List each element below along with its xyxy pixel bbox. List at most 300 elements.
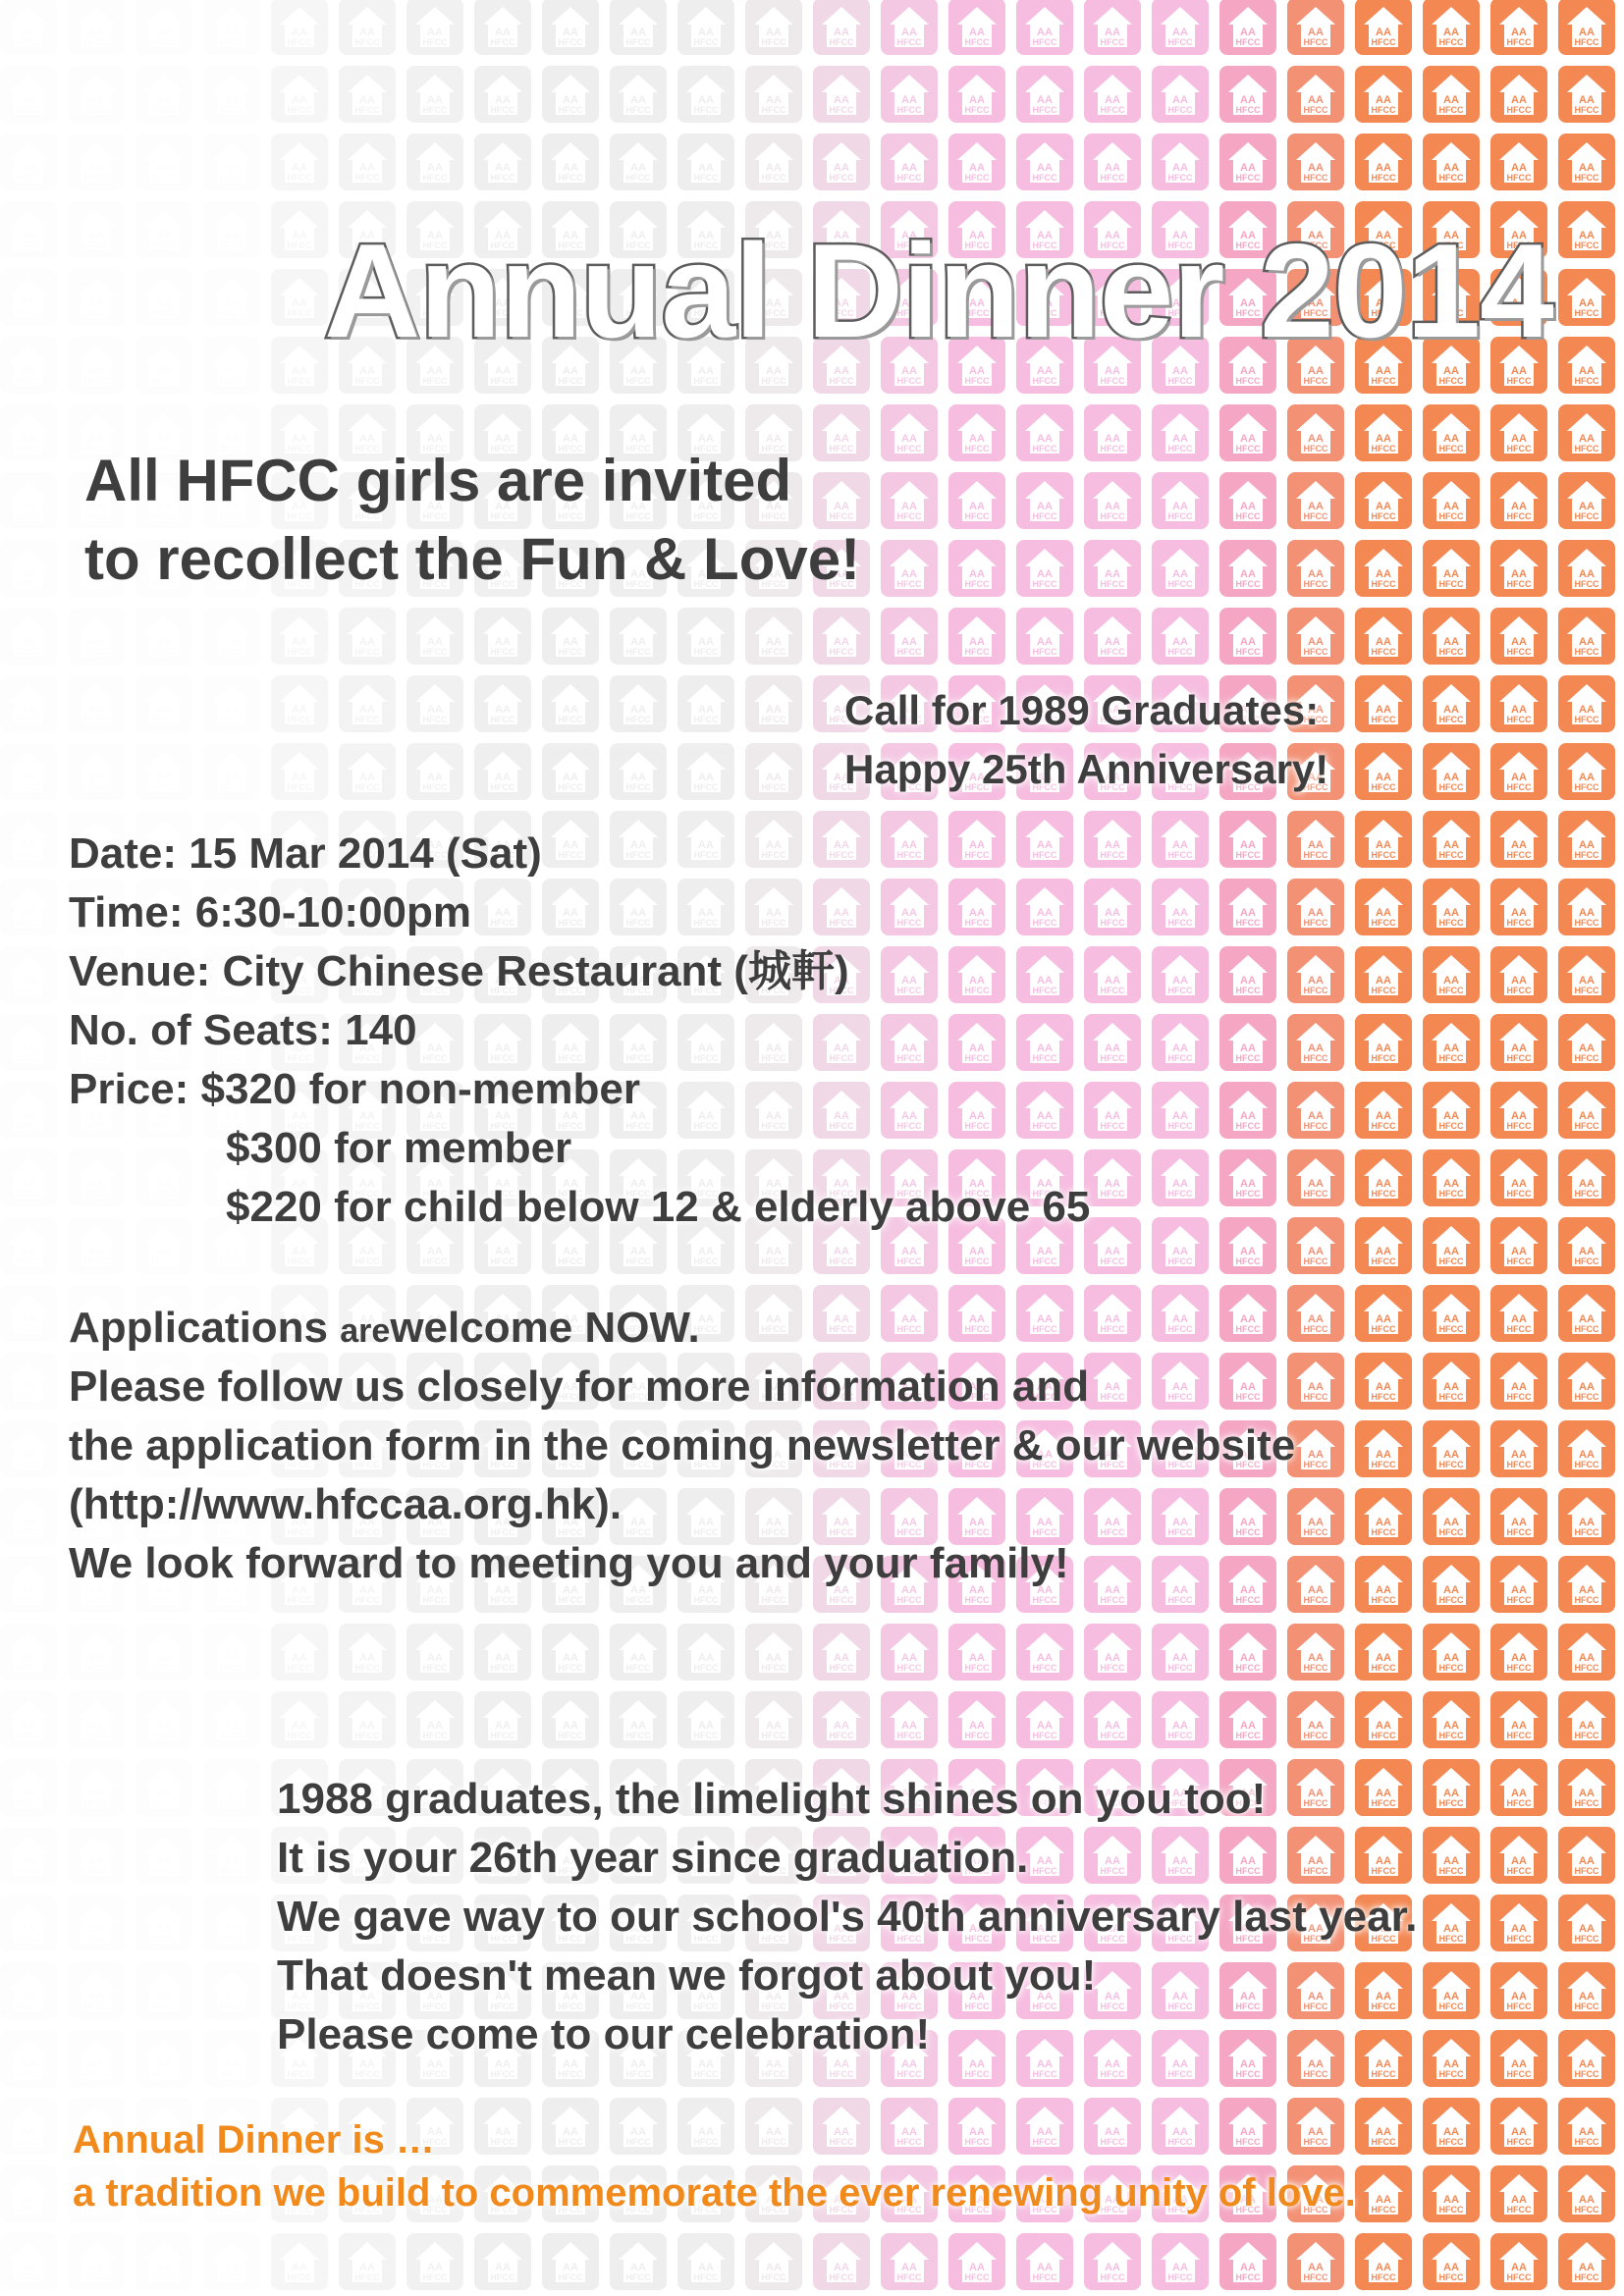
house-logo-icon (1423, 404, 1480, 461)
house-logo-icon (677, 608, 734, 665)
house-logo-icon (135, 1962, 192, 2019)
house-logo-icon (135, 1691, 192, 1748)
house-logo-icon (1558, 1624, 1615, 1681)
house-logo-icon (948, 946, 1005, 1003)
house-logo-icon (0, 133, 57, 190)
house-logo-icon (0, 1149, 57, 1206)
house-logo-icon (68, 1624, 125, 1681)
house-logo-icon (406, 1691, 463, 1748)
house-logo-icon (1152, 946, 1209, 1003)
event-date: Date: 15 Mar 2014 (Sat) (69, 829, 542, 878)
house-logo-icon (1219, 1353, 1276, 1410)
house-logo-icon (0, 811, 57, 868)
house-logo-icon (1016, 2233, 1073, 2290)
house-logo-icon (1558, 1759, 1615, 1816)
house-logo-icon (677, 879, 734, 935)
house-logo-icon (1355, 1149, 1412, 1206)
house-logo-icon (881, 879, 938, 935)
call-1989-line-2: Happy 25th Anniversary! (844, 746, 1329, 792)
house-logo-icon (68, 133, 125, 190)
house-logo-icon (881, 0, 938, 55)
house-logo-icon (813, 811, 870, 868)
price-member: $300 for member (226, 1124, 572, 1172)
house-logo-icon (1016, 404, 1073, 461)
house-logo-icon (1219, 540, 1276, 597)
house-logo-icon (1490, 1759, 1547, 1816)
house-logo-icon (1355, 404, 1412, 461)
house-logo-icon (135, 2233, 192, 2290)
house-logo-icon (1287, 1691, 1344, 1748)
house-logo-icon (610, 1014, 667, 1071)
house-logo-icon (1287, 1285, 1344, 1342)
house-logo-icon (1152, 1624, 1209, 1681)
house-logo-icon (1490, 1895, 1547, 1951)
house-logo-icon (1084, 608, 1141, 665)
house-logo-icon (1423, 1895, 1480, 1951)
house-logo-icon (1287, 1759, 1344, 1816)
house-logo-icon (203, 1759, 260, 1816)
house-logo-icon (881, 66, 938, 123)
house-logo-icon (610, 1624, 667, 1681)
house-logo-icon (1287, 0, 1344, 55)
house-logo-icon (1558, 269, 1615, 326)
house-logo-icon (1490, 1488, 1547, 1545)
house-logo-icon (135, 1217, 192, 1274)
house-logo-icon (1084, 540, 1141, 597)
house-logo-icon (1355, 1014, 1412, 1071)
house-logo-icon (135, 743, 192, 800)
house-logo-icon (1016, 1285, 1073, 1342)
house-logo-icon (1084, 66, 1141, 123)
house-logo-icon (203, 1895, 260, 1951)
house-logo-icon (1084, 1217, 1141, 1274)
house-logo-icon (881, 1014, 938, 1071)
house-logo-icon (1423, 1556, 1480, 1613)
house-logo-icon (0, 2030, 57, 2087)
house-logo-icon (745, 1082, 802, 1139)
note-1988-line-1: 1988 graduates, the limelight shines on you too! (277, 1775, 1267, 1823)
house-logo-icon (203, 743, 260, 800)
house-logo-icon (1355, 608, 1412, 665)
house-logo-icon (1219, 2233, 1276, 2290)
house-logo-icon (339, 1691, 396, 1748)
house-logo-icon (1152, 472, 1209, 529)
house-logo-icon (135, 675, 192, 732)
house-logo-icon (1558, 2030, 1615, 2087)
house-logo-icon (1219, 946, 1276, 1003)
house-logo-icon (1558, 1827, 1615, 1884)
house-logo-icon (339, 133, 396, 190)
house-logo-icon (0, 1895, 57, 1951)
house-logo-icon (0, 1285, 57, 1342)
house-logo-icon (948, 1624, 1005, 1681)
house-logo-icon (1152, 133, 1209, 190)
house-logo-icon (1219, 1556, 1276, 1613)
house-logo-icon (0, 0, 57, 55)
house-logo-icon (474, 0, 531, 55)
house-logo-icon (203, 0, 260, 55)
house-logo-icon (1016, 811, 1073, 868)
house-logo-icon (1490, 811, 1547, 868)
house-logo-icon (474, 743, 531, 800)
house-logo-icon (1287, 1827, 1344, 1884)
house-logo-icon (474, 608, 531, 665)
house-logo-icon (68, 743, 125, 800)
house-logo-icon (881, 1691, 938, 1748)
house-logo-icon (1287, 404, 1344, 461)
house-logo-icon (474, 1014, 531, 1071)
house-logo-icon (677, 0, 734, 55)
house-logo-icon (1355, 675, 1412, 732)
house-logo-icon (542, 133, 599, 190)
application-line-1 (69, 1304, 700, 1353)
house-logo-icon (0, 1962, 57, 2019)
house-logo-icon (1287, 946, 1344, 1003)
house-logo-icon (1490, 1217, 1547, 1274)
house-logo-icon (1558, 133, 1615, 190)
house-logo-icon (1423, 946, 1480, 1003)
application-line-3: the application form in the coming newsletter & our website (69, 1421, 1296, 1469)
house-logo-icon (745, 743, 802, 800)
house-logo-icon (135, 1895, 192, 1951)
house-logo-icon (271, 1691, 328, 1748)
house-logo-icon (1423, 133, 1480, 190)
house-logo-icon (1355, 946, 1412, 1003)
house-logo-icon (1016, 540, 1073, 597)
house-logo-icon (1558, 1285, 1615, 1342)
house-logo-icon (813, 472, 870, 529)
house-logo-icon (1016, 133, 1073, 190)
house-logo-icon (1490, 1624, 1547, 1681)
house-logo-icon (135, 337, 192, 394)
house-logo-icon (542, 1691, 599, 1748)
house-logo-icon (1084, 1285, 1141, 1342)
house-logo-icon (0, 472, 57, 529)
house-logo-icon (1219, 404, 1276, 461)
house-logo-icon (68, 1149, 125, 1206)
house-logo-icon (1558, 1962, 1615, 2019)
house-logo-icon (542, 879, 599, 935)
application-word-are: are (340, 1312, 391, 1350)
house-logo-icon (677, 2098, 734, 2155)
call-1989-line-1: Call for 1989 Graduates: (844, 687, 1320, 733)
house-logo-icon (1287, 540, 1344, 597)
house-logo-icon (1490, 1082, 1547, 1139)
house-logo-icon (1219, 1691, 1276, 1748)
house-logo-icon (1558, 1149, 1615, 1206)
house-logo-icon (542, 66, 599, 123)
house-logo-icon (135, 1624, 192, 1681)
house-logo-icon (813, 1624, 870, 1681)
house-logo-icon (0, 608, 57, 665)
house-logo-icon (881, 1488, 938, 1545)
house-logo-icon (1490, 1691, 1547, 1748)
house-logo-icon (271, 1624, 328, 1681)
house-logo-icon (135, 133, 192, 190)
house-logo-icon (745, 2098, 802, 2155)
house-logo-icon (1558, 1082, 1615, 1139)
house-logo-icon (948, 133, 1005, 190)
house-logo-icon (1287, 1217, 1344, 1274)
house-logo-icon (610, 608, 667, 665)
house-logo-icon (881, 2233, 938, 2290)
house-logo-icon (68, 1895, 125, 1951)
house-logo-icon (1287, 1962, 1344, 2019)
house-logo-icon (1016, 1488, 1073, 1545)
house-logo-icon (1152, 404, 1209, 461)
house-logo-icon (1084, 1827, 1141, 1884)
house-logo-icon (1490, 946, 1547, 1003)
tradition-line-2: a tradition we build to commemorate the ever renewing unity of love. (73, 2171, 1356, 2215)
house-logo-icon (1355, 2165, 1412, 2222)
house-logo-icon (813, 1285, 870, 1342)
house-logo-icon (0, 1827, 57, 1884)
house-logo-icon (0, 1082, 57, 1139)
house-logo-icon (1152, 1353, 1209, 1410)
house-logo-icon (1152, 1149, 1209, 1206)
house-logo-icon (1219, 2098, 1276, 2155)
house-logo-icon (745, 0, 802, 55)
house-logo-icon (1490, 1353, 1547, 1410)
house-logo-icon (271, 133, 328, 190)
house-logo-icon (1490, 879, 1547, 935)
house-logo-icon (0, 2165, 57, 2222)
tradition-line-1: Annual Dinner is … (73, 2118, 435, 2162)
house-logo-icon (1558, 879, 1615, 935)
house-logo-icon (1152, 1962, 1209, 2019)
house-logo-icon (1355, 811, 1412, 868)
house-logo-icon (474, 1624, 531, 1681)
note-1988-line-3: We gave way to our school's 40th anniversary last year. (277, 1893, 1418, 1941)
house-logo-icon (1287, 608, 1344, 665)
house-logo-icon (203, 1827, 260, 1884)
house-logo-icon (610, 133, 667, 190)
house-logo-icon (1287, 1420, 1344, 1477)
house-logo-icon (677, 1082, 734, 1139)
house-logo-icon (474, 2233, 531, 2290)
price-non-member: Price: $320 for non-member (69, 1065, 640, 1113)
house-logo-icon (1219, 66, 1276, 123)
house-logo-icon (1423, 1827, 1480, 1884)
house-logo-icon (813, 2233, 870, 2290)
house-logo-icon (1355, 66, 1412, 123)
house-logo-icon (406, 2233, 463, 2290)
house-logo-icon (881, 133, 938, 190)
house-logo-icon (406, 743, 463, 800)
house-logo-icon (542, 675, 599, 732)
house-logo-icon (1423, 1353, 1480, 1410)
note-1988-line-4: That doesn't mean we forgot about you! (277, 1951, 1097, 2000)
house-logo-icon (610, 66, 667, 123)
house-logo-icon (1219, 133, 1276, 190)
house-logo-icon (1423, 2030, 1480, 2087)
house-logo-icon (948, 879, 1005, 935)
house-logo-icon (1423, 1624, 1480, 1681)
house-logo-icon (1084, 879, 1141, 935)
house-logo-icon (1084, 0, 1141, 55)
house-logo-icon (1490, 1285, 1547, 1342)
house-logo-icon (0, 2233, 57, 2290)
house-logo-icon (1558, 337, 1615, 394)
house-logo-icon (474, 133, 531, 190)
house-logo-icon (1219, 608, 1276, 665)
house-logo-icon (948, 2030, 1005, 2087)
house-logo-icon (1558, 1488, 1615, 1545)
house-logo-icon (1355, 2030, 1412, 2087)
house-logo-icon (1423, 1014, 1480, 1071)
house-logo-icon (1084, 1353, 1141, 1410)
house-logo-icon (813, 404, 870, 461)
house-logo-icon (68, 269, 125, 326)
house-logo-icon (881, 472, 938, 529)
house-logo-icon (1287, 1353, 1344, 1410)
house-logo-icon (271, 675, 328, 732)
house-logo-icon (610, 743, 667, 800)
house-logo-icon (1152, 1691, 1209, 1748)
house-logo-icon (0, 879, 57, 935)
house-logo-icon (677, 1014, 734, 1071)
event-venue: Venue: City Chinese Restaurant (城軒) (69, 947, 849, 995)
house-logo-icon (881, 811, 938, 868)
house-logo-icon (0, 66, 57, 123)
house-logo-icon (1287, 2233, 1344, 2290)
house-logo-icon (542, 2233, 599, 2290)
house-logo-icon (339, 66, 396, 123)
house-logo-icon (677, 66, 734, 123)
house-logo-icon (1016, 1082, 1073, 1139)
house-logo-icon (0, 1353, 57, 1410)
house-logo-icon (1423, 66, 1480, 123)
house-logo-icon (406, 0, 463, 55)
house-logo-icon (1423, 811, 1480, 868)
house-logo-icon (1423, 1759, 1480, 1816)
house-logo-icon (1219, 1149, 1276, 1206)
note-1988-line-2: It is your 26th year since graduation. (277, 1834, 1029, 1882)
house-logo-icon (1219, 811, 1276, 868)
house-logo-icon (1558, 1420, 1615, 1477)
house-logo-icon (1490, 2030, 1547, 2087)
house-logo-icon (1287, 2098, 1344, 2155)
house-logo-icon (1490, 472, 1547, 529)
house-logo-tile-pattern: AA HFCC (0, 0, 1624, 2296)
house-logo-icon (948, 404, 1005, 461)
house-logo-icon (542, 0, 599, 55)
house-logo-icon (1490, 743, 1547, 800)
house-logo-icon (1016, 608, 1073, 665)
house-logo-icon (203, 1691, 260, 1748)
house-logo-icon (1423, 2165, 1480, 2222)
house-logo-icon (542, 1624, 599, 1681)
house-logo-icon (745, 675, 802, 732)
house-logo-icon (68, 1217, 125, 1274)
house-logo-icon (1219, 0, 1276, 55)
house-logo-icon (1490, 2098, 1547, 2155)
house-logo-icon (339, 1624, 396, 1681)
tagline-line-2: to recollect the Fun & Love! (84, 526, 861, 592)
house-logo-icon (1490, 1149, 1547, 1206)
house-logo-icon (339, 675, 396, 732)
house-logo-icon (1558, 472, 1615, 529)
house-logo-icon (1084, 1488, 1141, 1545)
house-logo-icon (271, 0, 328, 55)
house-logo-icon (68, 608, 125, 665)
house-logo-icon (1219, 1962, 1276, 2019)
house-logo-icon (1558, 608, 1615, 665)
house-logo-icon (881, 608, 938, 665)
house-logo-icon (474, 1691, 531, 1748)
house-logo-icon (406, 133, 463, 190)
house-logo-icon (1355, 2233, 1412, 2290)
house-logo-icon (881, 1624, 938, 1681)
house-logo-icon (1355, 879, 1412, 935)
house-logo-icon (1558, 1556, 1615, 1613)
tagline-line-1: All HFCC girls are invited (84, 448, 792, 513)
house-logo-icon (0, 1759, 57, 1816)
house-logo-icon (1219, 2030, 1276, 2087)
house-logo-icon (1490, 66, 1547, 123)
house-logo-icon (406, 66, 463, 123)
house-logo-icon (1558, 1217, 1615, 1274)
house-logo-icon (406, 608, 463, 665)
house-logo-icon (1219, 1014, 1276, 1071)
house-logo-icon (0, 1624, 57, 1681)
house-logo-icon (1558, 404, 1615, 461)
application-line-2: Please follow us closely for more information and (69, 1362, 1090, 1411)
house-logo-icon (610, 2233, 667, 2290)
house-logo-icon (1084, 1556, 1141, 1613)
house-logo-icon (0, 675, 57, 732)
house-logo-icon (1558, 1353, 1615, 1410)
house-logo-icon (271, 2233, 328, 2290)
house-logo-icon (68, 1691, 125, 1748)
house-logo-icon (1558, 0, 1615, 55)
house-logo-icon (1287, 2030, 1344, 2087)
house-logo-icon (542, 743, 599, 800)
house-logo-icon (68, 66, 125, 123)
house-logo-icon (813, 2098, 870, 2155)
house-logo-icon (677, 743, 734, 800)
house-logo-icon (0, 2098, 57, 2155)
house-logo-icon (1423, 2233, 1480, 2290)
house-logo-icon (1287, 472, 1344, 529)
house-logo-icon (203, 1962, 260, 2019)
house-logo-icon (610, 879, 667, 935)
house-logo-icon (1287, 1488, 1344, 1545)
house-logo-icon (203, 337, 260, 394)
house-logo-icon (745, 608, 802, 665)
house-logo-icon (135, 201, 192, 258)
website-link[interactable]: (http://www.hfccaa.org.hk). (69, 1480, 623, 1528)
house-logo-icon (1152, 1082, 1209, 1139)
house-logo-icon (677, 133, 734, 190)
house-logo-icon (1490, 608, 1547, 665)
house-logo-icon (1355, 1691, 1412, 1748)
house-logo-icon (1490, 1014, 1547, 1071)
house-logo-icon (0, 201, 57, 258)
house-logo-icon (1084, 1014, 1141, 1071)
house-logo-icon (1287, 66, 1344, 123)
house-logo-icon (203, 675, 260, 732)
event-time: Time: 6:30-10:00pm (69, 888, 472, 936)
house-logo-icon (1152, 0, 1209, 55)
house-logo-icon (0, 1420, 57, 1477)
house-logo-icon (339, 743, 396, 800)
house-logo-icon (1219, 1624, 1276, 1681)
house-logo-icon (542, 608, 599, 665)
house-logo-icon (1152, 1556, 1209, 1613)
house-logo-icon (474, 66, 531, 123)
house-logo-icon (677, 675, 734, 732)
